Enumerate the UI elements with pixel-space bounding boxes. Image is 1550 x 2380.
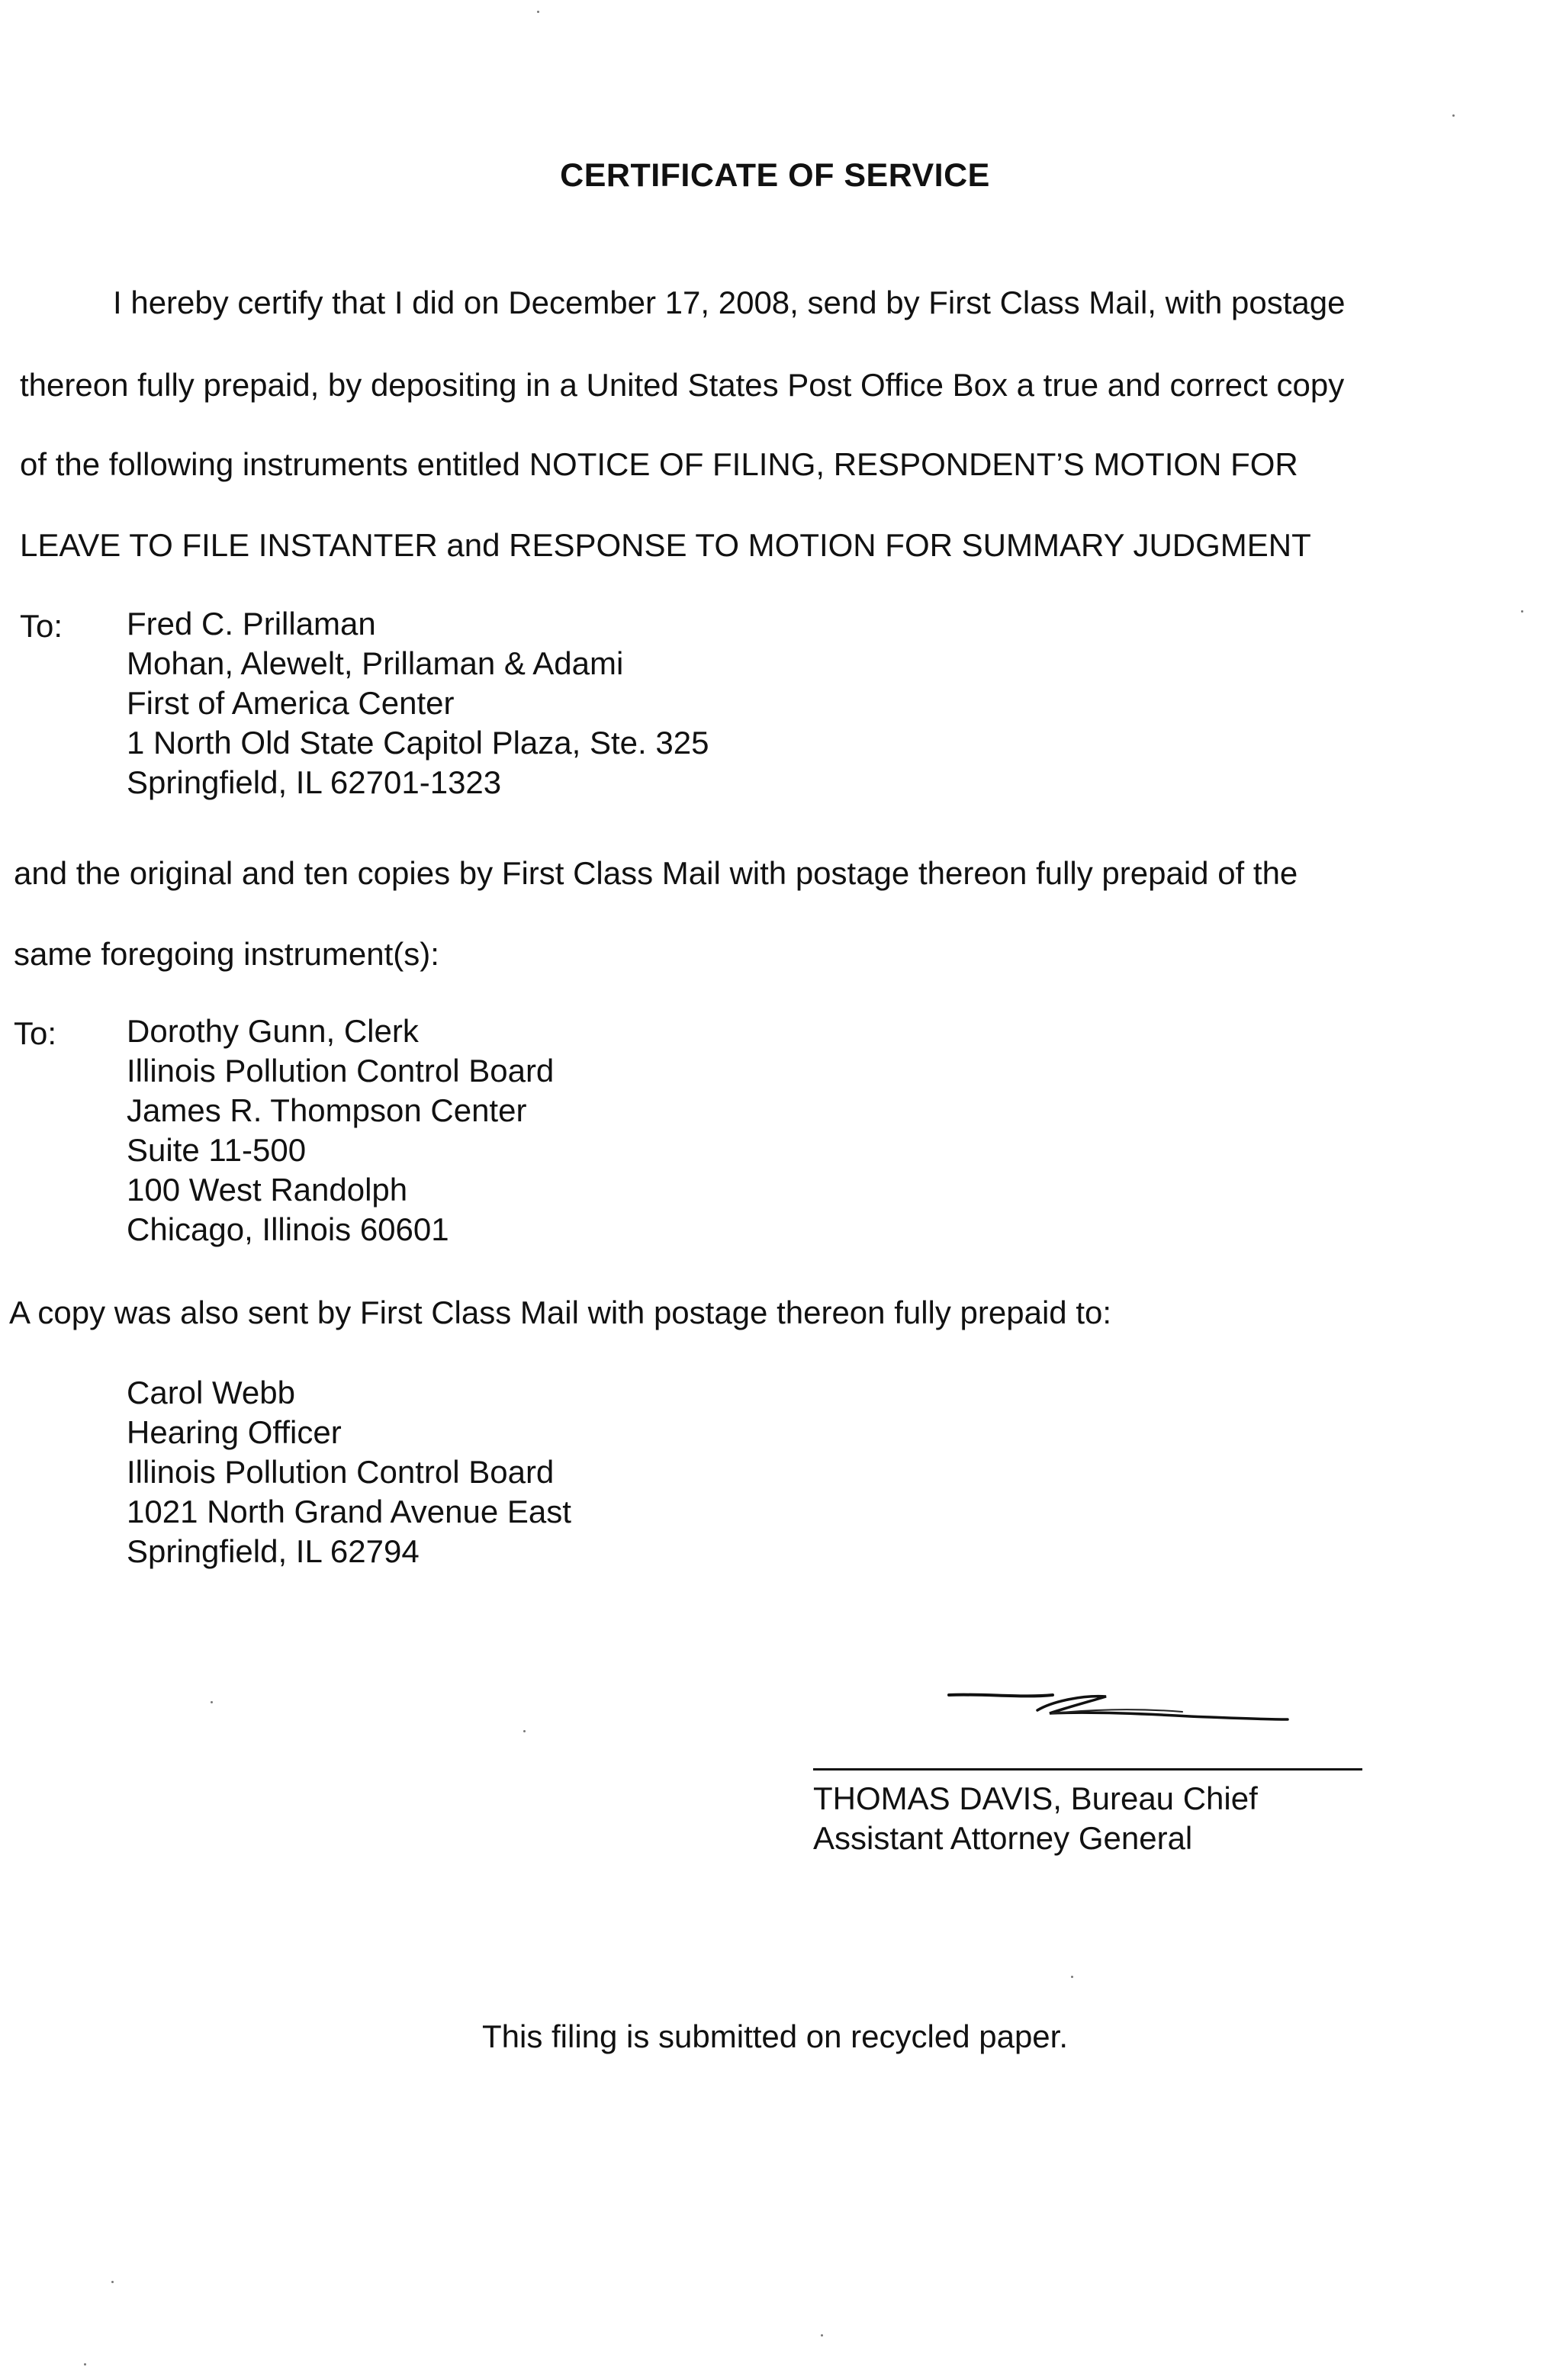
address-line: First of America Center: [127, 685, 455, 721]
to-label-1: To:: [20, 608, 63, 644]
scan-speck: [111, 2281, 114, 2283]
address-line: Illinois Pollution Control Board: [127, 1053, 555, 1089]
scan-speck: [211, 1701, 213, 1703]
address-line: 1 North Old State Capitol Plaza, Ste. 325: [127, 725, 709, 761]
address-line: Hearing Officer: [127, 1414, 342, 1450]
address-line: Illinois Pollution Control Board: [127, 1454, 555, 1490]
address-line: Fred C. Prillaman: [127, 606, 376, 642]
to-label-2: To:: [14, 1015, 57, 1051]
scan-speck: [523, 1730, 526, 1732]
certification-line-2: thereon fully prepaid, by depositing in a United States Post Office Box a true and correct copy: [20, 367, 1345, 403]
certification-line-1: I hereby certify that I did on December 17, 2008, send by First Class Mail, with postage: [113, 285, 1346, 320]
original-copies-line-2: same foregoing instrument(s):: [14, 936, 439, 972]
address-line: Springfield, IL 62794: [127, 1533, 420, 1569]
scan-speck: [1521, 610, 1523, 613]
signer-block: [813, 1779, 1258, 1858]
signer-title: Assistant Attorney General: [813, 1820, 1193, 1856]
original-copies-line-1: and the original and ten copies by First Class Mail with postage thereon fully prepaid of the: [14, 855, 1298, 891]
address-line: Mohan, Alewelt, Prillaman & Adami: [127, 645, 624, 681]
scan-speck: [84, 2363, 86, 2366]
scan-speck: [1452, 114, 1455, 117]
signature-line: [813, 1768, 1362, 1771]
address-line: 100 West Randolph: [127, 1172, 408, 1208]
scan-speck: [537, 11, 539, 13]
signer-name: THOMAS DAVIS, Bureau Chief: [813, 1780, 1258, 1816]
recipient-address-2: [127, 1011, 554, 1250]
certification-line-3: of the following instruments entitled NOTICE OF FILING, RESPONDENT’S MOTION FOR: [20, 446, 1298, 482]
address-line: Carol Webb: [127, 1375, 295, 1410]
recipient-address-1: [127, 604, 709, 802]
scan-speck: [1071, 1976, 1073, 1978]
address-line: Suite 11-500: [127, 1132, 307, 1168]
recycled-paper-note: This filing is submitted on recycled paper.: [481, 2018, 1069, 2054]
address-line: James R. Thompson Center: [127, 1092, 527, 1128]
address-line: Dorothy Gunn, Clerk: [127, 1013, 419, 1049]
recipient-address-3: [127, 1373, 571, 1571]
document-title: CERTIFICATE OF SERVICE: [560, 157, 990, 194]
scan-speck: [821, 2334, 823, 2337]
handwritten-signature: [938, 1678, 1297, 1739]
copy-also-sent-line: A copy was also sent by First Class Mail with postage thereon fully prepaid to:: [9, 1295, 1112, 1330]
address-line: Chicago, Illinois 60601: [127, 1211, 449, 1247]
certification-line-4: LEAVE TO FILE INSTANTER and RESPONSE TO MOTION FOR SUMMARY JUDGMENT: [20, 527, 1311, 563]
address-line: Springfield, IL 62701-1323: [127, 764, 502, 800]
address-line: 1021 North Grand Avenue East: [127, 1494, 571, 1529]
